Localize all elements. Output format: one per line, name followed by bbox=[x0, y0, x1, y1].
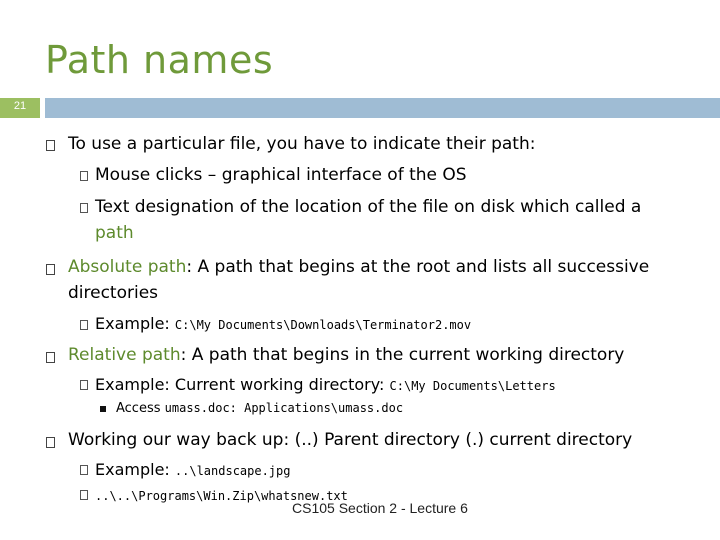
bullet-1-sub-2: Text designation of the location of the file on disk which called a bbox=[95, 197, 642, 217]
absolute-path-definition: : A path that begins at the root and lists all successive bbox=[186, 257, 650, 277]
bullet-3-example bbox=[95, 375, 556, 394]
sub-bullet-icon bbox=[80, 380, 88, 390]
slide-title: Path names bbox=[45, 38, 274, 82]
bullet-icon bbox=[46, 140, 55, 151]
square-bullet-icon bbox=[100, 406, 106, 412]
bullet-1-sub-1: Mouse clicks – graphical interface of the OS bbox=[95, 165, 467, 185]
example-label: Example: bbox=[95, 460, 175, 479]
slide-footer: CS105 Section 2 - Lecture 6 bbox=[292, 500, 468, 516]
sub-bullet-icon bbox=[80, 320, 88, 330]
sub-bullet-icon bbox=[80, 490, 88, 500]
example-path: ..\..\Programs\Win.Zip\whatsnew.txt bbox=[95, 489, 348, 503]
bullet-icon bbox=[46, 437, 55, 448]
example-path: C:\My Documents\Downloads\Terminator2.mov bbox=[174, 318, 472, 332]
bullet-3-text bbox=[68, 345, 624, 365]
access-label: Access bbox=[116, 401, 165, 416]
access-path: umass.doc: Applications\umass.doc bbox=[164, 401, 404, 415]
example-path: ..\landscape.jpg bbox=[174, 464, 291, 478]
bullet-1-sub-2-path: path bbox=[95, 223, 134, 243]
bullet-4-text: Working our way back up: (..) Parent directory (.) current directory bbox=[68, 430, 633, 450]
example-path: C:\My Documents\Letters bbox=[389, 379, 556, 393]
sub-bullet-icon bbox=[80, 465, 88, 475]
bullet-1-text: To use a particular file, you have to indicate their path: bbox=[68, 134, 536, 154]
relative-path-definition: : A path that begins in the current working directory bbox=[180, 345, 625, 365]
example-label: Example: Current working directory: bbox=[95, 375, 390, 394]
title-underline-bar bbox=[45, 98, 720, 118]
bullet-icon bbox=[46, 352, 55, 363]
sub-bullet-icon bbox=[80, 171, 88, 181]
bullet-4-example-1 bbox=[95, 460, 290, 479]
sub-bullet-icon bbox=[80, 203, 88, 213]
bullet-2-text bbox=[68, 257, 649, 277]
bullet-3-access bbox=[116, 401, 403, 416]
bullet-2-example bbox=[95, 314, 471, 333]
absolute-path-term: Absolute path bbox=[68, 257, 187, 277]
slide-number: 21 bbox=[13, 100, 27, 112]
bullet-icon bbox=[46, 264, 55, 275]
example-label: Example: bbox=[95, 314, 175, 333]
bullet-2-line-2: directories bbox=[68, 283, 159, 303]
relative-path-term: Relative path bbox=[68, 345, 181, 365]
